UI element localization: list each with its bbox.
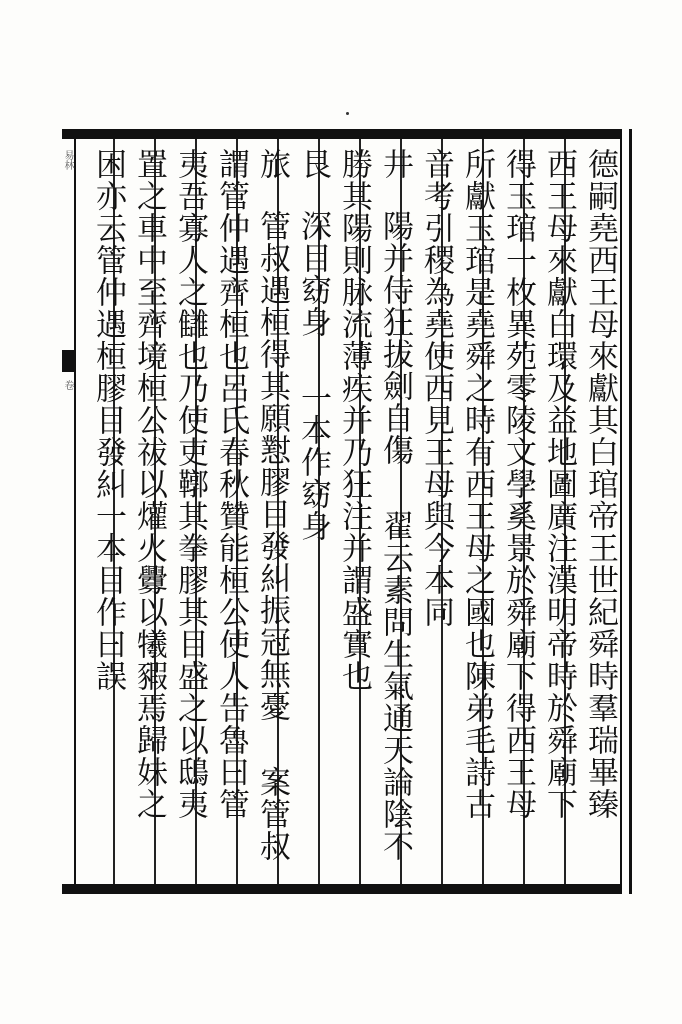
fold-strip bbox=[62, 139, 74, 884]
fold-fishtail-mark bbox=[62, 350, 74, 372]
verse-text: 深目窈身 bbox=[295, 210, 331, 338]
column-text: 音考引稷為堯使西見王母與今本同 bbox=[418, 148, 454, 628]
column-text: 夷吾寡人之讎也乃使吏鞹其拳膠其目盛之以鴟夷 bbox=[172, 148, 208, 820]
text-column-3 bbox=[500, 148, 536, 878]
variant-note: 一本作窈身 bbox=[295, 382, 331, 542]
text-column-4 bbox=[459, 148, 495, 878]
text-column-12 bbox=[131, 148, 167, 878]
commentary-text: 翟云素問生氣通天論陰不 bbox=[377, 510, 413, 862]
verse-text: 管叔遇桓得其願懟膠目發糾振冠無憂 bbox=[254, 210, 290, 722]
column-text: 所獻玉琯是堯舜之時有西王母之國也陳弟毛詩古 bbox=[459, 148, 495, 820]
text-column-6 bbox=[377, 148, 413, 878]
text-column-9 bbox=[254, 148, 290, 878]
commentary-text: 案管叔 bbox=[254, 766, 290, 862]
hexagram-name: 艮 bbox=[295, 148, 331, 180]
text-column-1 bbox=[582, 148, 618, 878]
hexagram-name: 井 bbox=[377, 148, 413, 180]
text-column-13 bbox=[90, 148, 126, 878]
column-text: 困亦云管仲遇桓膠目發糾一本目作曰誤 bbox=[90, 148, 126, 692]
text-column-2 bbox=[541, 148, 577, 878]
column-text: 西王母來獻白環及益地圖廣注漢明帝時於舜廟下 bbox=[541, 148, 577, 820]
text-column-8 bbox=[295, 148, 331, 878]
frame-right-outer-rule bbox=[629, 129, 632, 894]
frame-top-rule bbox=[62, 129, 622, 139]
frame-bottom-rule bbox=[62, 884, 622, 894]
hexagram-name: 旅 bbox=[254, 148, 290, 180]
column-text: 德嗣堯西王母來獻其白琯帝王世紀舜時羣瑞畢臻 bbox=[582, 148, 618, 820]
text-column-7 bbox=[336, 148, 372, 878]
text-column-11 bbox=[172, 148, 208, 878]
column-text: 得玉琯一枚異苑零陵文學奚景於舜廟下得西王母 bbox=[500, 148, 536, 820]
column-text: 置之車中至齊境桓公祓以爟火釁以犧豭焉歸妹之 bbox=[131, 148, 167, 820]
verse-text: 陽并侍狂拔劍自傷 bbox=[377, 210, 413, 466]
column-text: 勝其陽則脉流薄疾并乃狂注并謂盛實也 bbox=[336, 148, 372, 692]
frame-right-inner-rule bbox=[620, 129, 622, 894]
fold-strip-rule bbox=[74, 139, 76, 884]
text-column-10 bbox=[213, 148, 249, 878]
fold-volume-mark: 卷 bbox=[62, 380, 73, 390]
fold-title-mark: 易林 bbox=[62, 150, 73, 170]
scan-speck bbox=[346, 112, 349, 115]
column-text: 謂管仲遇齊桓也呂氏春秋贊能桓公使人告魯曰管 bbox=[213, 148, 249, 820]
text-column-5 bbox=[418, 148, 454, 878]
